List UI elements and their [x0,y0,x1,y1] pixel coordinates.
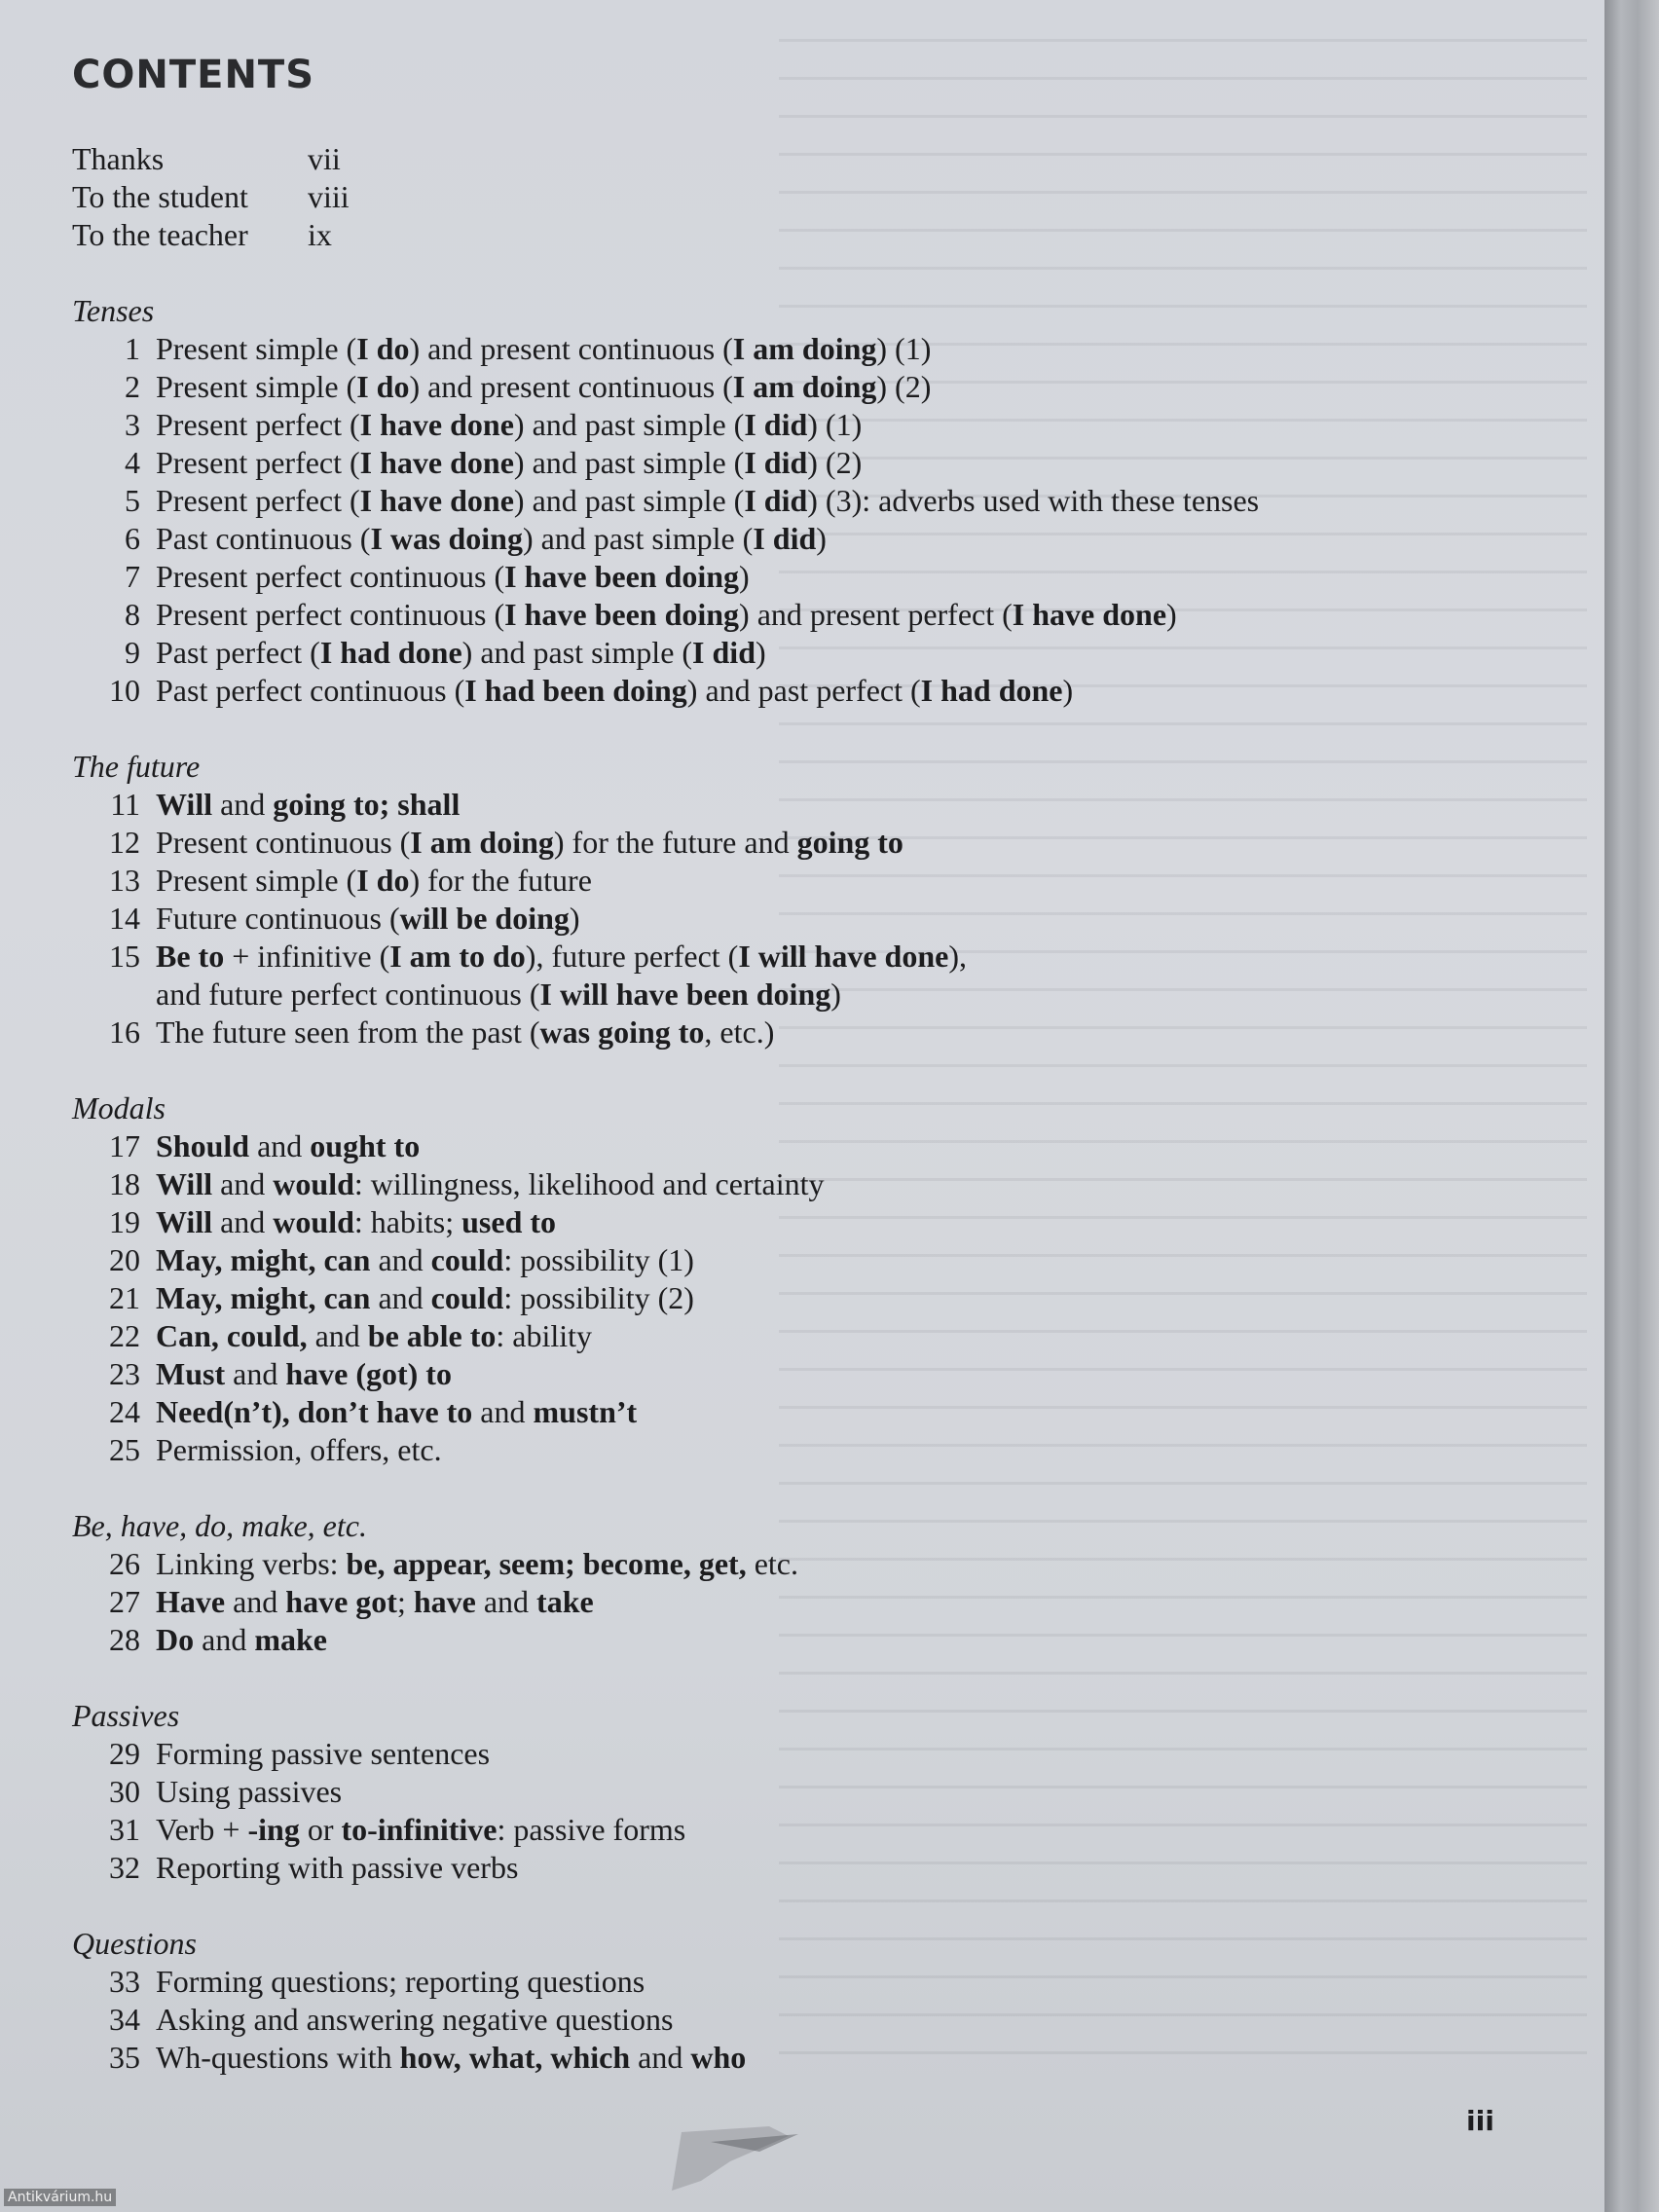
entry-text [156,1431,1435,1469]
contents-entry [72,1317,1435,1355]
contents-entry [72,330,1435,368]
contents-entry [72,862,1435,900]
entry-text-plain: and [225,1584,286,1619]
front-matter-item [72,178,350,216]
front-matter-list [72,140,350,254]
entry-text-bold: Will [156,1166,213,1201]
entry-number: 10 [109,673,140,708]
entry-text-plain: ) and present continuous ( [409,369,733,404]
entry-text-plain: ) and past perfect ( [686,673,921,708]
entry-text-bold: will be doing [399,901,570,936]
contents-entry [72,2001,1435,2039]
entry-text-plain: ) [1062,673,1074,708]
section-title: Questions [72,1926,197,1961]
entry-number: 18 [109,1166,140,1201]
entry-text-plain: Present continuous ( [156,825,411,860]
entry-text-bold: make [254,1622,327,1657]
contents-section [72,1925,1435,2077]
page-number: iii [1466,2105,1494,2137]
entry-text [156,1127,1435,1165]
entry-text-bold: could [430,1280,504,1315]
contents-section [72,748,1435,1051]
entry-text-bold: Will [156,1204,213,1239]
watermark: Antikvárium.hu [4,2189,116,2206]
entry-number: 12 [109,825,140,860]
entry-text-plain: ) (1) [807,407,863,442]
front-matter-label: Thanks [72,141,165,176]
entry-text-bold: I did [753,521,817,556]
entry-text-bold: Will [156,787,213,822]
entry-text [156,1317,1435,1355]
section-title: The future [72,749,201,784]
entry-text-plain: Present perfect ( [156,483,360,518]
entry-text-bold: I have been doing [504,597,740,632]
entry-text-plain: ) and past simple ( [513,407,745,442]
entry-text-plain: Present simple ( [156,863,357,898]
contents-entry [72,1014,1435,1051]
entry-text-plain: , etc.) [704,1014,775,1050]
entry-number: 7 [125,559,140,594]
entry-text [156,786,1435,824]
entry-text [156,1545,1435,1583]
entry-text-plain: ) (2) [807,445,863,480]
entry-text-bold: Do [156,1622,195,1657]
entry-number: 14 [109,901,140,936]
section-title: Be, have, do, make, etc. [72,1508,367,1543]
entry-text-plain: and [370,1280,431,1315]
entry-number: 29 [109,1736,140,1771]
entry-text-bold: I have done [359,445,514,480]
entry-text-bold: have got [285,1584,397,1619]
contents-section [72,1697,1435,1887]
entry-text [156,1241,1435,1279]
contents-entry [72,596,1435,634]
entry-number: 9 [125,635,140,670]
page-heading: CONTENTS [72,53,315,97]
entry-text-plain: Forming questions; reporting questions [156,1964,645,1999]
entry-text-bold: I am doing [732,331,877,366]
entry-text-bold: was going to [539,1014,705,1050]
entry-text-plain: and [307,1318,368,1353]
entry-text-bold: ought to [310,1128,421,1163]
entry-text-bold: I have been doing [504,559,740,594]
entry-text-plain: and [249,1128,311,1163]
entry-text-plain: Verb + [156,1812,248,1847]
contents-entry [72,1165,1435,1203]
entry-text-plain: ) (3): adverbs used with these tenses [807,483,1260,518]
entry-text [156,634,1435,672]
entry-text [156,1811,1435,1849]
entry-text-bold: how, what, which [399,2040,631,2075]
entry-text-bold: Should [156,1128,250,1163]
contents-section [72,1089,1435,1469]
entry-text-plain: ; [396,1584,414,1619]
entry-text-bold: I am to do [389,939,526,974]
contents-entry [72,1127,1435,1165]
entry-text-plain: Permission, offers, etc. [156,1432,442,1467]
front-matter-page: viii [308,179,350,214]
entry-text-bold: I do [356,863,410,898]
contents-entry [72,824,1435,862]
entry-text-plain: and [630,2040,691,2075]
entry-text [156,520,1435,558]
entry-text-bold: I will have been doing [539,977,831,1012]
entry-number: 25 [109,1432,140,1467]
entry-text-bold: I had been doing [464,673,687,708]
front-matter-item [72,140,350,178]
front-matter-page: vii [308,141,341,176]
section-title: Passives [72,1698,180,1733]
entry-text-bold: have (got) to [285,1356,452,1391]
entry-text-plain: : habits; [353,1204,462,1239]
entry-text [156,1963,1435,2001]
entry-text-plain: Using passives [156,1774,343,1809]
entry-text-bold: -ing [247,1812,300,1847]
front-matter-page: ix [308,217,332,252]
contents-entry [72,1621,1435,1659]
entry-text [156,1014,1435,1051]
entry-text-bold: Have [156,1584,226,1619]
entry-text-bold: I have done [359,407,514,442]
entry-text-plain: ) [739,559,750,594]
contents-entry [72,1355,1435,1393]
entry-text-bold: be, appear, seem; become, get, [346,1546,747,1581]
entry-text-plain: Present perfect ( [156,445,360,480]
entry-text-plain: ) and past simple ( [522,521,754,556]
entry-text-plain: ) [1166,597,1177,632]
entry-text-bold: I did [744,483,808,518]
entry-number: 24 [109,1394,140,1429]
entry-text-plain: Future continuous ( [156,901,400,936]
entry-text-plain: ) [816,521,827,556]
entry-text [156,862,1435,900]
entry-text-bold: who [690,2040,747,2075]
entry-text-plain: ) [755,635,766,670]
entry-text-plain: Wh-questions with [156,2040,400,2075]
contents-entry [72,1735,1435,1773]
entry-text [156,824,1435,862]
entry-number: 32 [109,1850,140,1885]
entry-text-plain: : willingness, likelihood and certainty [353,1166,825,1201]
entry-text-bold: Can, could, [156,1318,308,1353]
entry-number: 8 [125,597,140,632]
entry-text [156,558,1435,596]
entry-text-plain: ) for the future [409,863,592,898]
entry-text-bold: used to [461,1204,557,1239]
entry-text-plain: ) for the future and [553,825,797,860]
entry-text-plain: and [194,1622,255,1657]
entry-text [156,1583,1435,1621]
contents-entry [72,558,1435,596]
contents-entry [72,520,1435,558]
entry-text-plain: Past continuous ( [156,521,371,556]
entry-number: 31 [109,1812,140,1847]
entry-text-plain: ) (2) [876,369,932,404]
page-edge [1604,0,1659,2212]
entry-text-bold: Must [156,1356,226,1391]
entry-text [156,900,1435,938]
entry-number: 4 [125,445,140,480]
contents-entry [72,938,1435,1014]
contents-entry [72,1545,1435,1583]
entry-number: 19 [109,1204,140,1239]
entry-text-bold: I had done [920,673,1063,708]
entry-number: 17 [109,1128,140,1163]
entry-text [156,368,1435,406]
entry-text [156,2001,1435,2039]
entry-text [156,482,1435,520]
contents-section [72,1507,1435,1659]
front-matter-label: To the student [72,179,248,214]
contents-entry [72,900,1435,938]
contents-entry [72,786,1435,824]
entry-number: 16 [109,1014,140,1050]
entry-text-plain: Present simple ( [156,369,357,404]
entry-text-plain: The future seen from the past ( [156,1014,540,1050]
entry-text-plain: ), future perfect ( [525,939,739,974]
entry-text-plain: and [472,1394,534,1429]
contents-entry [72,1279,1435,1317]
entry-text-plain: ), and future perfect continuous ( [156,939,967,1012]
contents-entry [72,1811,1435,1849]
entry-text [156,1773,1435,1811]
entry-text-plain: and [212,1166,274,1201]
contents-entry [72,444,1435,482]
entry-text-bold: I do [356,331,410,366]
entry-text [156,1849,1435,1887]
contents-section [72,292,1435,710]
section-title: Modals [72,1090,166,1125]
entry-number: 5 [125,483,140,518]
front-matter-item [72,216,350,254]
entry-text-plain: Present perfect continuous ( [156,559,505,594]
entry-text-bold: I have done [359,483,514,518]
entry-number: 20 [109,1242,140,1277]
entry-text-bold: would [273,1204,354,1239]
entry-text-plain: and [370,1242,431,1277]
entry-text-bold: have [413,1584,476,1619]
entry-number: 34 [109,2002,140,2037]
entry-number: 15 [109,939,140,974]
contents-entry [72,1203,1435,1241]
entry-number: 35 [109,2040,140,2075]
entry-text [156,596,1435,634]
entry-text-bold: be able to [367,1318,497,1353]
contents-entry [72,1241,1435,1279]
entry-text [156,1621,1435,1659]
entry-text-plain: : passive forms [497,1812,686,1847]
entry-text-plain: Reporting with passive verbs [156,1850,519,1885]
entry-text-bold: I am doing [410,825,554,860]
entry-text [156,1279,1435,1317]
entry-number: 2 [125,369,140,404]
entry-number: 1 [125,331,140,366]
contents-entry [72,1393,1435,1431]
entry-text-plain: ) and present continuous ( [409,331,733,366]
entry-text-bold: I did [692,635,756,670]
entry-text-bold: going to [796,825,903,860]
entry-number: 30 [109,1774,140,1809]
section-title: Tenses [72,293,155,328]
entry-text-plain: ) and past simple ( [513,445,745,480]
entry-number: 11 [110,787,140,822]
entry-text-bold: mustn’t [533,1394,638,1429]
entry-text-bold: to-infinitive [341,1812,498,1847]
entry-text-plain: Past perfect continuous ( [156,673,465,708]
entry-text-plain: ) and present perfect ( [739,597,1013,632]
entry-text-bold: May, might, can [156,1280,371,1315]
entry-text-bold: take [536,1584,594,1619]
entry-text-plain: Asking and answering negative questions [156,2002,674,2037]
entry-text [156,330,1435,368]
entry-text-plain: etc. [746,1546,798,1581]
entry-number: 27 [109,1584,140,1619]
entry-text [156,1355,1435,1393]
entry-number: 26 [109,1546,140,1581]
contents-entry [72,1583,1435,1621]
contents-entry [72,482,1435,520]
entry-text-plain: ) (1) [876,331,932,366]
entry-text [156,672,1435,710]
entry-text-plain: Present perfect ( [156,407,360,442]
front-matter-label: To the teacher [72,217,248,252]
entry-text [156,444,1435,482]
entry-text-plain: ) [830,977,841,1012]
entry-text-plain: Forming passive sentences [156,1736,491,1771]
entry-text-bold: I will have done [738,939,949,974]
entry-text-plain: Past perfect ( [156,635,320,670]
entry-text-bold: I had done [319,635,462,670]
contents-entry [72,634,1435,672]
entry-text-bold: could [430,1242,504,1277]
entry-text-plain: and [225,1356,286,1391]
entry-text-plain: or [299,1812,342,1847]
entry-text-bold: Need(n’t), don’t have to [156,1394,473,1429]
entry-number: 33 [109,1964,140,1999]
contents-entry [72,406,1435,444]
entry-text-bold: would [273,1166,354,1201]
entry-text-bold: I did [744,445,808,480]
entry-text-plain: ) and past simple ( [513,483,745,518]
contents-entry [72,1849,1435,1887]
entry-number: 3 [125,407,140,442]
entry-text-plain: : ability [496,1318,592,1353]
contents-sections [72,292,1435,2115]
entry-number: 13 [109,863,140,898]
entry-text [156,938,1435,1014]
contents-entry [72,368,1435,406]
entry-text-plain: : possibility (2) [503,1280,694,1315]
entry-text-plain: and [212,787,274,822]
contents-entry [72,1431,1435,1469]
entry-text-bold: I was doing [370,521,523,556]
contents-entry [72,1773,1435,1811]
contents-entry [72,1963,1435,2001]
entry-text-plain: ) and past simple ( [461,635,693,670]
contents-entry [72,2039,1435,2077]
entry-text-bold: May, might, can [156,1242,371,1277]
entry-number: 21 [109,1280,140,1315]
entry-text [156,406,1435,444]
entry-text-plain: ) [569,901,580,936]
entry-text-plain: Linking verbs: [156,1546,347,1581]
entry-text-bold: I am doing [732,369,877,404]
entry-text-plain: and [212,1204,274,1239]
entry-text-plain: + infinitive ( [224,939,390,974]
entry-text-plain: : possibility (1) [503,1242,694,1277]
contents-entry [72,672,1435,710]
entry-text-bold: I do [356,369,410,404]
entry-number: 23 [109,1356,140,1391]
entry-text-plain: Present perfect continuous ( [156,597,505,632]
entry-text-bold: Be to [156,939,225,974]
entry-text [156,1165,1435,1203]
entry-text [156,1735,1435,1773]
entry-text-plain: Present simple ( [156,331,357,366]
entry-number: 28 [109,1622,140,1657]
entry-text-bold: I did [744,407,808,442]
entry-text-plain: and [475,1584,537,1619]
entry-text-bold: I have done [1012,597,1167,632]
entry-text [156,1203,1435,1241]
page-smudge [643,2122,837,2200]
entry-text [156,1393,1435,1431]
entry-number: 22 [109,1318,140,1353]
entry-text-bold: going to; shall [273,787,461,822]
entry-number: 6 [125,521,140,556]
entry-text [156,2039,1435,2077]
